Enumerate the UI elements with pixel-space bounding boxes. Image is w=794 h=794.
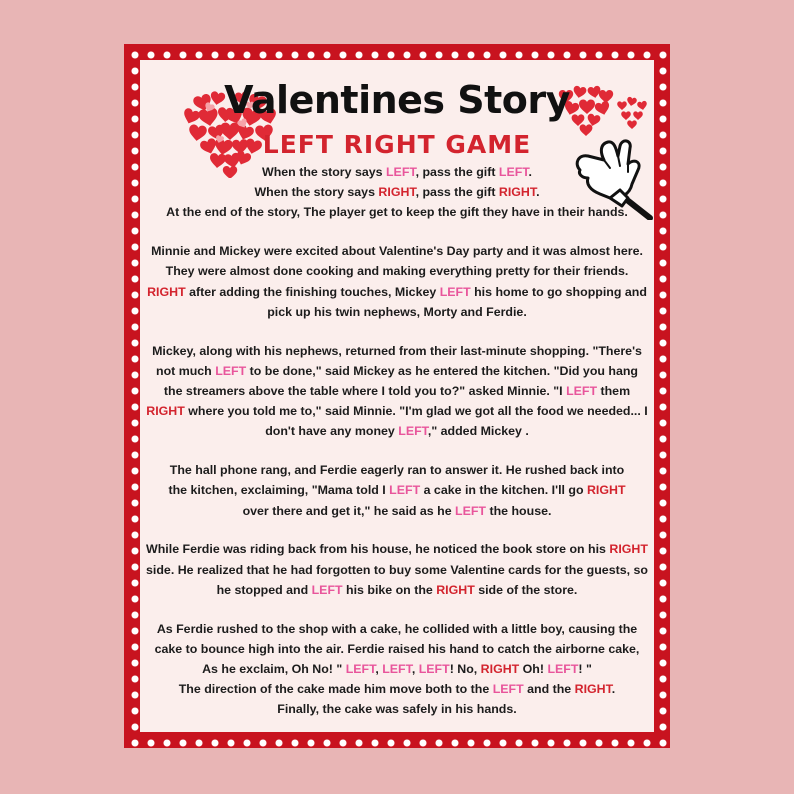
story-paragraph-1 [140,241,654,322]
story-text: side of the store. [474,582,578,597]
story-text: . [611,682,616,697]
right-word: RIGHT [586,483,626,498]
story-paragraph-3 [140,460,654,521]
story-text: and the [523,682,575,697]
story-text: Oh! [519,662,548,677]
story-text: , [375,662,383,677]
story-text: ," added Mickey . [427,424,529,439]
left-word: LEFT [215,363,247,378]
story-text: ! No, [449,662,481,677]
right-word: RIGHT [436,582,475,597]
story-text: to be done," said Mickey as he entered the kitchen. "Did you hang the streamers above the table where I told you to?" asked Minnie. "I [163,363,638,399]
story-paragraph-5 [140,619,654,720]
story-text: , [411,662,419,677]
left-word: LEFT [418,662,450,677]
story-text: a cake in the kitchen. I'll go [420,483,587,498]
left-word: LEFT [345,662,376,677]
polka-dot-border [124,44,670,748]
story-paragraph-4 [140,539,654,600]
story-text: ! " [578,662,592,677]
story-text: his bike on the [342,582,437,597]
story-text: As Ferdie rushed to the shop with a cake, he collided with a little boy, causing the cake to bounce high into the air. Ferdie raised his hand to catch the airborne cake, As he exclaim, Oh No! " [154,621,640,677]
story-text: The hall phone rang, and Ferdie eagerly ran to answer it. He rushed back into the kitchen, exclaiming, "Mama told I [168,463,625,498]
story-text: The direction of the cake made him move both to the [178,682,493,697]
right-word: RIGHT [609,542,648,557]
story-text: his home to go shopping and pick up his twin nephews, Morty and Ferdie. [267,284,647,319]
instruction-text: . [528,165,532,179]
instructions [140,162,654,223]
left-word: LEFT [385,165,416,179]
story-paragraph-2 [140,341,654,442]
story-text: after adding the finishing touches, Mickey [185,284,440,299]
instruction-text: At the end of the story, The player get to keep the gift they have in their hands. [166,205,628,220]
story-text: the house. [486,503,552,518]
right-word: RIGHT [378,185,416,200]
page-title: Valentines Story [224,78,570,122]
story-text: them [597,384,631,399]
left-word: LEFT [389,483,421,498]
left-word: LEFT [547,662,579,677]
right-word: RIGHT [574,682,612,697]
instruction-text: When the story says [262,165,386,179]
story-sheet [140,60,654,732]
story-text: where you told me to," said Minnie. "I'm glad we got all the food we needed... I don't have any money [184,404,648,439]
story-text: over there and get it," he said as he [242,503,456,518]
instruction-text: , pass the gift [415,165,499,179]
left-word: LEFT [382,662,412,677]
left-word: LEFT [498,165,529,179]
left-word: LEFT [566,384,598,399]
instruction-text: . [536,185,540,200]
story-text: Finally, the cake was safely in his hands. [277,702,517,717]
right-word: RIGHT [146,404,185,419]
story-text: Minnie and Mickey were excited about Valentine's Day party and it was almost here. They were almost done cooking and making everything pretty for their friends. [151,244,643,279]
story-body [140,162,654,720]
page-subtitle: LEFT RIGHT GAME [262,130,532,159]
left-word: LEFT [492,682,524,697]
story-text: While Ferdie was riding back from his house, he noticed the book store on his [146,542,610,557]
right-word: RIGHT [480,662,520,677]
left-word: LEFT [439,284,471,299]
instruction-text: , pass the gift [415,185,499,200]
instruction-text: When the story says [254,185,379,200]
story-text: side. He realized that he had forgotten to buy some Valentine cards for the guests, so he stopped and [146,562,648,597]
right-word: RIGHT [498,185,537,200]
left-word: LEFT [398,424,428,439]
left-word: LEFT [311,582,343,597]
right-word: RIGHT [147,284,186,299]
story-text: Mickey, along with his nephews, returned from their last-minute shopping. "There's not much [152,343,642,378]
left-word: LEFT [455,503,487,518]
